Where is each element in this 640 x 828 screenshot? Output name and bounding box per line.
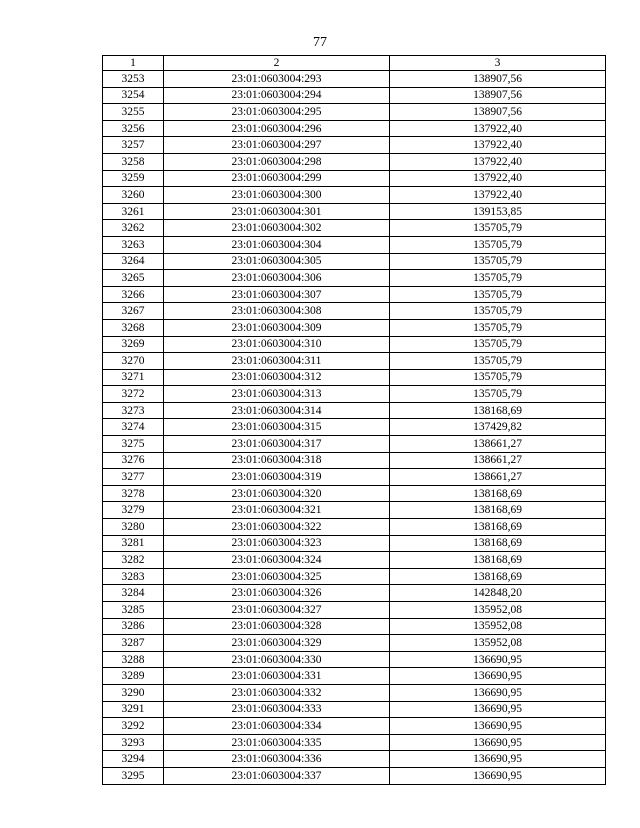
row-number-cell: 3294 [103, 751, 164, 768]
table-row [103, 552, 606, 569]
cadastral-number-cell: 23:01:0603004:333 [164, 701, 390, 718]
cadastral-number-cell: 23:01:0603004:315 [164, 419, 390, 436]
table-row [103, 436, 606, 453]
cadastral-value-cell: 138907,56 [390, 87, 606, 104]
cadastral-number-cell: 23:01:0603004:313 [164, 386, 390, 403]
cadastral-number-cell: 23:01:0603004:301 [164, 203, 390, 220]
cadastral-number-cell: 23:01:0603004:311 [164, 353, 390, 370]
column-header-2: 2 [164, 56, 390, 71]
table-row [103, 353, 606, 370]
column-header-3: 3 [390, 56, 606, 71]
table-row [103, 137, 606, 154]
cadastral-value-cell: 139153,85 [390, 203, 606, 220]
table-row [103, 668, 606, 685]
row-number-cell: 3262 [103, 220, 164, 237]
cadastral-value-cell: 138168,69 [390, 519, 606, 536]
cadastral-number-cell: 23:01:0603004:337 [164, 767, 390, 784]
cadastral-value-cell: 138661,27 [390, 436, 606, 453]
cadastral-value-cell: 135705,79 [390, 303, 606, 320]
cadastral-number-cell: 23:01:0603004:304 [164, 236, 390, 253]
cadastral-number-cell: 23:01:0603004:314 [164, 402, 390, 419]
cadastral-number-cell: 23:01:0603004:309 [164, 319, 390, 336]
table-row [103, 452, 606, 469]
row-number-cell: 3265 [103, 270, 164, 287]
cadastral-value-cell: 136690,95 [390, 701, 606, 718]
cadastral-value-cell: 137922,40 [390, 120, 606, 137]
cadastral-number-cell: 23:01:0603004:307 [164, 286, 390, 303]
table-row [103, 485, 606, 502]
cadastral-value-cell: 136690,95 [390, 767, 606, 784]
table-row [103, 120, 606, 137]
cadastral-value-cell: 135952,08 [390, 618, 606, 635]
row-number-cell: 3282 [103, 552, 164, 569]
cadastral-value-cell: 135705,79 [390, 319, 606, 336]
cadastral-number-cell: 23:01:0603004:326 [164, 585, 390, 602]
cadastral-number-cell: 23:01:0603004:325 [164, 568, 390, 585]
cadastral-number-cell: 23:01:0603004:319 [164, 469, 390, 486]
row-number-cell: 3292 [103, 718, 164, 735]
cadastral-value-cell: 136690,95 [390, 668, 606, 685]
cadastral-value-cell: 136690,95 [390, 751, 606, 768]
row-number-cell: 3267 [103, 303, 164, 320]
cadastral-value-cell: 135705,79 [390, 220, 606, 237]
cadastral-value-cell: 135705,79 [390, 353, 606, 370]
row-number-cell: 3280 [103, 519, 164, 536]
row-number-cell: 3257 [103, 137, 164, 154]
table-row [103, 203, 606, 220]
cadastral-value-cell: 135705,79 [390, 369, 606, 386]
cadastral-value-cell: 137922,40 [390, 137, 606, 154]
cadastral-value-cell: 136690,95 [390, 651, 606, 668]
table-row [103, 684, 606, 701]
cadastral-value-cell: 135705,79 [390, 336, 606, 353]
table-row [103, 104, 606, 121]
cadastral-number-cell: 23:01:0603004:329 [164, 635, 390, 652]
cadastral-number-cell: 23:01:0603004:331 [164, 668, 390, 685]
cadastral-number-cell: 23:01:0603004:308 [164, 303, 390, 320]
row-number-cell: 3287 [103, 635, 164, 652]
row-number-cell: 3274 [103, 419, 164, 436]
cadastral-number-cell: 23:01:0603004:296 [164, 120, 390, 137]
cadastral-number-cell: 23:01:0603004:298 [164, 153, 390, 170]
cadastral-number-cell: 23:01:0603004:302 [164, 220, 390, 237]
row-number-cell: 3270 [103, 353, 164, 370]
cadastral-number-cell: 23:01:0603004:299 [164, 170, 390, 187]
cadastral-number-cell: 23:01:0603004:323 [164, 535, 390, 552]
table-row [103, 519, 606, 536]
cadastral-number-cell: 23:01:0603004:306 [164, 270, 390, 287]
cadastral-value-cell: 142848,20 [390, 585, 606, 602]
table-row [103, 469, 606, 486]
cadastral-value-cell: 137922,40 [390, 187, 606, 204]
cadastral-value-cell: 138661,27 [390, 452, 606, 469]
row-number-cell: 3255 [103, 104, 164, 121]
row-number-cell: 3269 [103, 336, 164, 353]
row-number-cell: 3291 [103, 701, 164, 718]
row-number-cell: 3290 [103, 684, 164, 701]
cadastral-number-cell: 23:01:0603004:317 [164, 436, 390, 453]
cadastral-value-cell: 138907,56 [390, 71, 606, 88]
row-number-cell: 3286 [103, 618, 164, 635]
row-number-cell: 3283 [103, 568, 164, 585]
row-number-cell: 3293 [103, 734, 164, 751]
cadastral-value-cell: 135705,79 [390, 286, 606, 303]
table-row [103, 236, 606, 253]
table-row [103, 568, 606, 585]
cadastral-value-cell: 135705,79 [390, 270, 606, 287]
cadastral-value-cell: 138168,69 [390, 568, 606, 585]
cadastral-number-cell: 23:01:0603004:324 [164, 552, 390, 569]
row-number-cell: 3256 [103, 120, 164, 137]
row-number-cell: 3253 [103, 71, 164, 88]
table-row [103, 718, 606, 735]
cadastral-number-cell: 23:01:0603004:295 [164, 104, 390, 121]
cadastral-value-cell: 138168,69 [390, 502, 606, 519]
cadastral-value-cell: 136690,95 [390, 734, 606, 751]
row-number-cell: 3261 [103, 203, 164, 220]
cadastral-value-cell: 137922,40 [390, 153, 606, 170]
table-row [103, 734, 606, 751]
table-row [103, 402, 606, 419]
row-number-cell: 3277 [103, 469, 164, 486]
table-row [103, 701, 606, 718]
table-row [103, 253, 606, 270]
cadastral-value-cell: 135705,79 [390, 236, 606, 253]
cadastral-number-cell: 23:01:0603004:318 [164, 452, 390, 469]
cadastral-number-cell: 23:01:0603004:322 [164, 519, 390, 536]
table-body [103, 71, 606, 785]
row-number-cell: 3259 [103, 170, 164, 187]
cadastral-number-cell: 23:01:0603004:294 [164, 87, 390, 104]
row-number-cell: 3263 [103, 236, 164, 253]
cadastral-number-cell: 23:01:0603004:328 [164, 618, 390, 635]
cadastral-number-cell: 23:01:0603004:312 [164, 369, 390, 386]
cadastral-value-table [102, 55, 606, 785]
cadastral-value-cell: 138168,69 [390, 535, 606, 552]
row-number-cell: 3276 [103, 452, 164, 469]
cadastral-value-cell: 138168,69 [390, 552, 606, 569]
table-row [103, 170, 606, 187]
cadastral-number-cell: 23:01:0603004:297 [164, 137, 390, 154]
row-number-cell: 3289 [103, 668, 164, 685]
row-number-cell: 3272 [103, 386, 164, 403]
cadastral-value-cell: 135952,08 [390, 635, 606, 652]
cadastral-value-cell: 137429,82 [390, 419, 606, 436]
table-row [103, 153, 606, 170]
row-number-cell: 3278 [103, 485, 164, 502]
cadastral-number-cell: 23:01:0603004:336 [164, 751, 390, 768]
row-number-cell: 3254 [103, 87, 164, 104]
table-row [103, 602, 606, 619]
table-row [103, 651, 606, 668]
cadastral-number-cell: 23:01:0603004:334 [164, 718, 390, 735]
cadastral-number-cell: 23:01:0603004:332 [164, 684, 390, 701]
cadastral-value-cell: 138168,69 [390, 485, 606, 502]
table-row [103, 87, 606, 104]
table-row [103, 187, 606, 204]
cadastral-value-cell: 135705,79 [390, 253, 606, 270]
row-number-cell: 3271 [103, 369, 164, 386]
cadastral-number-cell: 23:01:0603004:310 [164, 336, 390, 353]
table-header-row [103, 56, 606, 71]
cadastral-value-cell: 138907,56 [390, 104, 606, 121]
row-number-cell: 3275 [103, 436, 164, 453]
cadastral-value-cell: 137922,40 [390, 170, 606, 187]
table-row [103, 270, 606, 287]
row-number-cell: 3281 [103, 535, 164, 552]
cadastral-number-cell: 23:01:0603004:293 [164, 71, 390, 88]
table-row [103, 535, 606, 552]
cadastral-number-cell: 23:01:0603004:327 [164, 602, 390, 619]
cadastral-number-cell: 23:01:0603004:330 [164, 651, 390, 668]
cadastral-value-cell: 138168,69 [390, 402, 606, 419]
table-row [103, 585, 606, 602]
row-number-cell: 3258 [103, 153, 164, 170]
row-number-cell: 3273 [103, 402, 164, 419]
row-number-cell: 3268 [103, 319, 164, 336]
cadastral-number-cell: 23:01:0603004:335 [164, 734, 390, 751]
table-row [103, 635, 606, 652]
column-header-1: 1 [103, 56, 164, 71]
table-row [103, 286, 606, 303]
cadastral-number-cell: 23:01:0603004:305 [164, 253, 390, 270]
table-row [103, 220, 606, 237]
row-number-cell: 3285 [103, 602, 164, 619]
table-row [103, 767, 606, 784]
table-row [103, 369, 606, 386]
table-row [103, 303, 606, 320]
cadastral-value-cell: 135952,08 [390, 602, 606, 619]
row-number-cell: 3264 [103, 253, 164, 270]
row-number-cell: 3284 [103, 585, 164, 602]
row-number-cell: 3279 [103, 502, 164, 519]
cadastral-value-cell: 135705,79 [390, 386, 606, 403]
table-row [103, 336, 606, 353]
table-row [103, 319, 606, 336]
cadastral-number-cell: 23:01:0603004:321 [164, 502, 390, 519]
table-row [103, 618, 606, 635]
cadastral-value-cell: 136690,95 [390, 718, 606, 735]
cadastral-value-cell: 136690,95 [390, 684, 606, 701]
page-number: 77 [313, 35, 327, 50]
cadastral-value-cell: 138661,27 [390, 469, 606, 486]
table-row [103, 419, 606, 436]
row-number-cell: 3260 [103, 187, 164, 204]
cadastral-number-cell: 23:01:0603004:320 [164, 485, 390, 502]
table-row [103, 751, 606, 768]
table-row [103, 502, 606, 519]
table-row [103, 386, 606, 403]
cadastral-number-cell: 23:01:0603004:300 [164, 187, 390, 204]
row-number-cell: 3288 [103, 651, 164, 668]
table-row [103, 71, 606, 88]
row-number-cell: 3266 [103, 286, 164, 303]
row-number-cell: 3295 [103, 767, 164, 784]
